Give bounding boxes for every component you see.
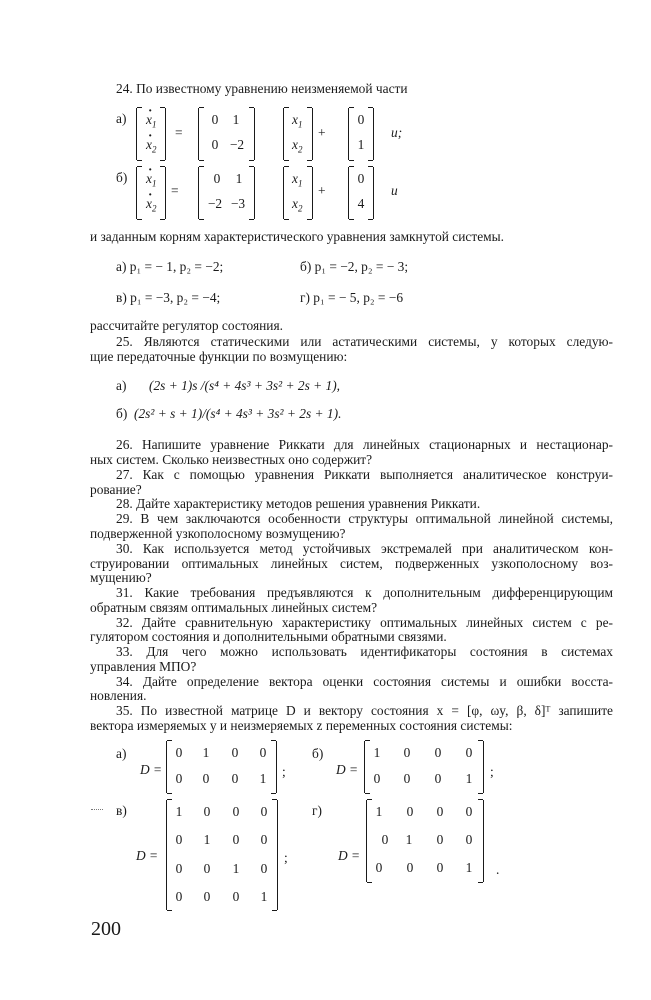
roots-v: в) p₁ = −3, p₂ = −4;: [116, 290, 221, 305]
q24-b-label: б): [116, 170, 128, 185]
d-cell: 0: [434, 771, 442, 786]
q35-line1: 35. По известной матрице D и вектору состояния x = [φ, ωy, β, δ]ᵀ запишите: [116, 703, 613, 718]
a-cell: −3: [230, 196, 246, 211]
q24-compute: рассчитайте регулятор состояния.: [90, 318, 283, 333]
d-cell: 0: [231, 745, 239, 760]
q29-line1: 29. В чем заключаются особенности структуры оптимальной линейной системы,: [116, 511, 613, 526]
d-cell: 0: [406, 860, 414, 875]
q24-a-label: а): [116, 111, 127, 126]
q35-a-D: D =: [140, 762, 163, 777]
d-cell: 0: [465, 832, 473, 847]
a-cell: 0: [211, 137, 219, 152]
q25-a-expr: (2s + 1)s /(s⁴ + 4s³ + 3s² + 2s + 1),: [149, 378, 341, 393]
q24-b-equals: =: [171, 183, 179, 198]
d-cell: 0: [373, 771, 381, 786]
b-cell: 4: [357, 196, 365, 211]
q35-g-D: D =: [338, 848, 361, 863]
page-number: 200: [91, 918, 121, 940]
d-cell: 0: [202, 771, 210, 786]
q32-line1: 32. Дайте сравнительную характеристику оптимальных линейных систем с ре-: [116, 615, 613, 630]
q35-v-label: в): [116, 803, 127, 818]
a-cell: −2: [207, 196, 223, 211]
d-cell: 0: [381, 832, 389, 847]
q30-line2: струировании оптимальных линейных систем, подверженных узкополосному воз-: [90, 556, 613, 571]
d-cell: 0: [375, 860, 383, 875]
d-cell: 0: [260, 832, 268, 847]
q25-b-label: б): [116, 406, 128, 421]
q25-a-label: а): [116, 378, 127, 393]
roots-a: а) p₁ = − 1, p₂ = −2;: [116, 259, 224, 274]
q25-b-expr: (2s² + s + 1)/(s⁴ + 4s³ + 3s² + 2s + 1).: [134, 406, 342, 421]
matrix-Db: [364, 741, 484, 793]
q31-line1: 31. Какие требования предъявляются к дополнительным дифференцирующим: [116, 585, 613, 600]
d-cell: 0: [436, 832, 444, 847]
d-cell: 1: [465, 771, 473, 786]
q26-line1: 26. Напишите уравнение Риккати для линейных стационарных и нестационар-: [116, 437, 613, 452]
a-cell: 1: [235, 171, 243, 186]
a-cell: 0: [211, 112, 219, 127]
roots-g: г) p₁ = − 5, p₂ = −6: [300, 290, 404, 305]
x1: $x_1$: [292, 112, 303, 130]
q24-a-x-vector: [283, 108, 313, 160]
d-cell: 1: [202, 745, 210, 760]
q35-b-label: б): [312, 746, 324, 761]
q24-b-B-vector: [348, 167, 374, 219]
q27-line2: рование?: [90, 482, 142, 497]
b-cell: 0: [357, 112, 365, 127]
q30-line3: мущению?: [90, 570, 152, 585]
d-cell: 0: [465, 745, 473, 760]
q34-line1: 34. Дайте определение вектора оценки состояния системы и ошибки восста-: [116, 674, 613, 689]
q24-b-plus: +: [318, 183, 326, 198]
q24-intro: 24. По известному уравнению неизменяемой части: [116, 81, 408, 96]
matrix-Da: [166, 741, 277, 793]
d-cell: 0: [406, 804, 414, 819]
d-cell: 0: [403, 771, 411, 786]
d-cell: 1: [405, 832, 413, 847]
q31-line2: обратным связям оптимальных линейных систем?: [90, 600, 378, 615]
d-cell: 0: [259, 745, 267, 760]
q35-g-label: г): [312, 803, 322, 818]
a-cell: 1: [232, 112, 240, 127]
q24-a-u: u;: [391, 125, 403, 140]
a-cell: 0: [213, 171, 221, 186]
d-cell: 0: [436, 860, 444, 875]
d-cell: 0: [175, 771, 183, 786]
q35-b-D: D =: [336, 762, 359, 777]
d-cell: 0: [175, 889, 183, 904]
d-cell: 0: [175, 745, 183, 760]
d-cell: 0: [175, 861, 183, 876]
x2: $x_2$: [292, 137, 303, 155]
d-cell: 0: [203, 889, 211, 904]
d-cell: 0: [436, 804, 444, 819]
q26-line2: ных систем. Сколько неизвестных оно содержит?: [90, 452, 373, 467]
q35-a-label: а): [116, 746, 127, 761]
d-cell: 1: [259, 771, 267, 786]
q24-a-equals: =: [175, 125, 183, 140]
d-cell: 1: [465, 860, 473, 875]
x2: $x_2$: [292, 196, 303, 214]
q33-line2: управления МПО?: [90, 659, 197, 674]
q25-line1: 25. Являются статическими или астатическими системы, у которых следую-: [116, 334, 613, 349]
q24-b-x-vector: [283, 167, 313, 219]
q24-after: и заданным корням характеристического уравнения замкнутой системы.: [90, 229, 504, 244]
d-cell: 0: [260, 804, 268, 819]
d-cell: 1: [203, 832, 211, 847]
q24-b-A-matrix: [198, 167, 255, 219]
q30-line1: 30. Как используется метод устойчивых экстремалей при аналитическом кон-: [116, 541, 613, 556]
x1: $x_1$: [292, 171, 303, 189]
d-cell: 0: [232, 804, 240, 819]
b-cell: 1: [357, 137, 365, 152]
q28-line1: 28. Дайте характеристику методов решения уравнения Риккати.: [116, 496, 481, 511]
q24-a-A-matrix: [198, 108, 255, 160]
d-cell: 1: [260, 889, 268, 904]
matrix-Dv: [166, 800, 278, 910]
d-cell: 0: [232, 832, 240, 847]
roots-b: б) p₁ = −2, p₂ = − 3;: [300, 259, 409, 274]
d-cell: 0: [231, 771, 239, 786]
d-cell: 0: [175, 832, 183, 847]
q24-a-B-vector: [348, 108, 374, 160]
xdot1: · $x_1$: [146, 112, 156, 130]
q35-v-D: D =: [136, 848, 159, 863]
q35-v-semi: ;: [284, 850, 288, 865]
q24-a-xdot-vector: [136, 108, 166, 160]
d-cell: 0: [203, 861, 211, 876]
xdot1: · $x_1$: [146, 171, 156, 189]
matrix-Dg: [366, 800, 484, 882]
q27-line1: 27. Как с помощью уравнения Риккати выполняется аналитическое конструи-: [116, 467, 613, 482]
d-cell: 1: [232, 861, 240, 876]
q35-g-period: .: [496, 862, 500, 877]
margin-mark: [91, 809, 103, 810]
d-cell: 0: [465, 804, 473, 819]
d-cell: 0: [260, 861, 268, 876]
d-cell: 0: [232, 889, 240, 904]
a-cell: −2: [229, 137, 245, 152]
q25-line2: щие передаточные функции по возмущению:: [90, 349, 348, 364]
q24-b-u: u: [391, 183, 398, 198]
d-cell: 0: [403, 745, 411, 760]
q29-line2: подверженной узкополосному возмущению?: [90, 526, 346, 541]
q24-a-plus: +: [318, 125, 326, 140]
d-cell: 0: [434, 745, 442, 760]
q35-b-semi: ;: [490, 764, 494, 779]
q34-line2: новления.: [90, 688, 147, 703]
d-cell: 1: [375, 804, 383, 819]
q32-line2: гулятором состояния и дополнительными обратными связями.: [90, 629, 447, 644]
d-cell: 1: [175, 804, 183, 819]
q35-line2: вектора измеряемых y и неизмеряемых z переменных состояния системы:: [90, 718, 513, 733]
xdot2: · $x_2$: [146, 137, 156, 155]
d-cell: 0: [203, 804, 211, 819]
xdot2: · $x_2$: [146, 196, 156, 214]
q24-b-xdot-vector: [136, 167, 166, 219]
q33-line1: 33. Для чего можно использовать идентификаторы состояния в системах: [116, 644, 613, 659]
d-cell: 1: [373, 745, 381, 760]
b-cell: 0: [357, 171, 365, 186]
q35-a-semi: ;: [282, 764, 286, 779]
